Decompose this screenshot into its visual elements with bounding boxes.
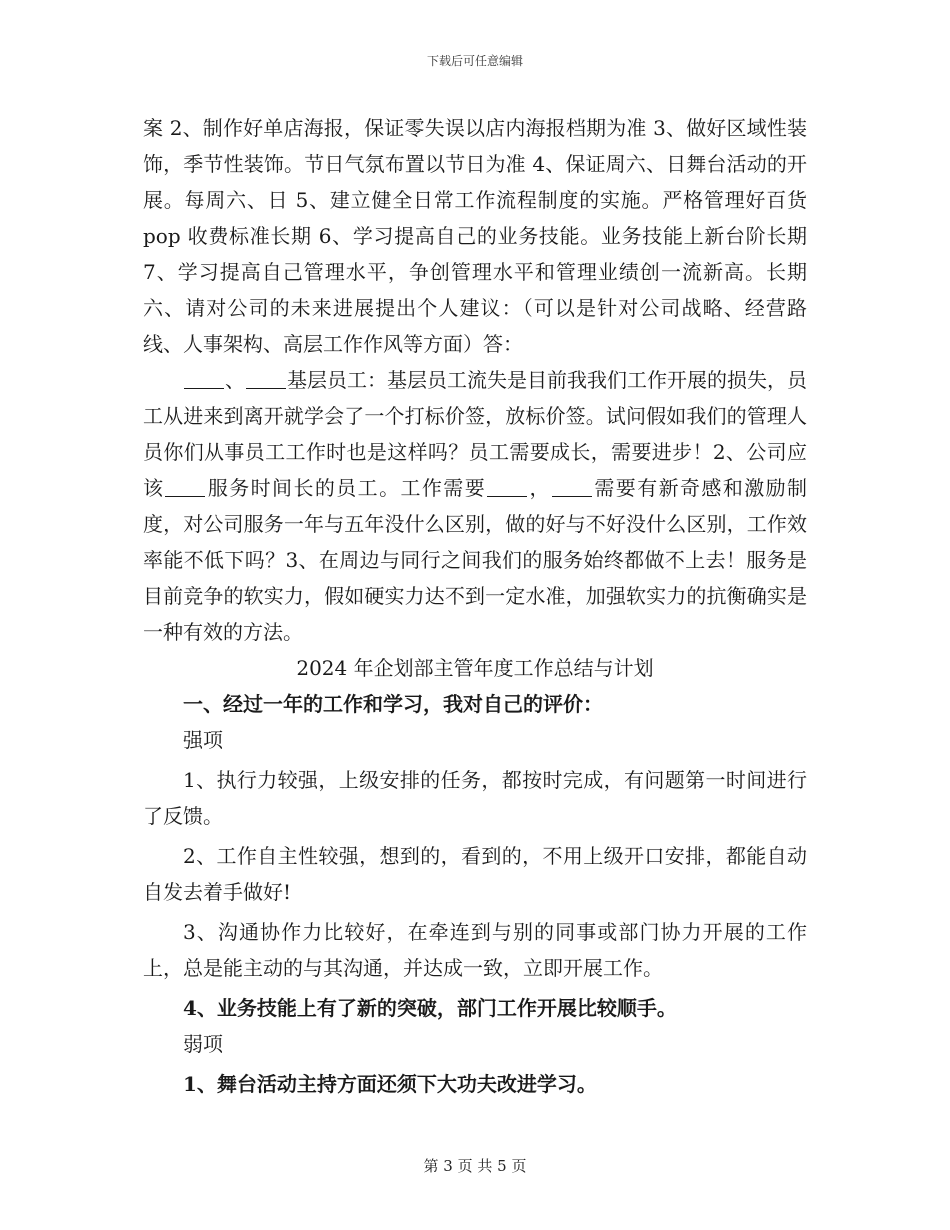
paragraph-plan-items: 案 2、制作好单店海报，保证零失误以店内海报档期为准 3、做好区域性装饰，季节性装饰。节日气氛布置以节日为准 4、保证周六、日舞台活动的开展。每周六、日 5、建立健全日常工作流程制度的实施。严格管理好百货 pop 收费标准长期 6、学习提高自己的业务技能。业务技能上新台阶长期 7、学习提高自己管理水平，争创管理水平和管理业绩创一流新高。长期六、请对公司的未来进展提出个人建议：（可以是针对公司战略、经营路线、人事架构、高层工作作风等方面）答：	[143, 116, 807, 356]
strength-item: 1、执行力较强，上级安排的任务，都按时完成，有问题第一时间进行了反馈。	[143, 768, 807, 828]
text-fragment: 服务时间长的员工。工作需要	[206, 476, 487, 500]
strength-item-bold: 4、业务技能上有了新的突破，部门工作开展比较顺手。	[183, 996, 677, 1020]
paragraph-suggestions	[143, 362, 807, 650]
fill-blank	[184, 368, 224, 389]
fill-blank	[246, 368, 286, 389]
fill-blank	[552, 476, 592, 497]
fill-blank	[487, 476, 527, 497]
strengths-label: 强项	[183, 728, 223, 752]
text-fragment: 、	[225, 368, 245, 392]
text-fragment: 基层员工：基层员工流失是目前我我们工作开展的损失，员工从进来到离开就学会了一个打标价签，放标价签。试问假如我们的管理人员你们从事员工工作时也是这样吗？员工需要成长，需要进步！2、公司应该	[143, 368, 807, 500]
page-footer: 第 3 页 共 5 页	[423, 1157, 527, 1175]
text-fragment: ，	[528, 476, 551, 500]
document-title: 2024 年企划部主管年度工作总结与计划	[296, 656, 654, 680]
strength-item: 2、工作自主性较强，想到的，看到的，不用上级开口安排，都能自动自发去着手做好!	[143, 844, 807, 904]
fill-blank	[165, 476, 205, 497]
strength-item: 3、沟通协作力比较好，在牵连到与别的同事或部门协力开展的工作上，总是能主动的与其沟通，并达成一致，立即开展工作。	[143, 920, 807, 980]
document-body	[143, 110, 807, 1102]
weakness-item: 1、舞台活动主持方面还须下大功夫改进学习。	[183, 1072, 597, 1096]
weaknesses-label: 弱项	[183, 1032, 223, 1056]
page-header: 下载后可任意编辑	[426, 54, 523, 68]
text-fragment: 需要有新奇感和激励制度，对公司服务一年与五年没什么区别，做的好与不好没什么区别，工作效率能不低下吗？3、在周边与同行之间我们的服务始终都做不上去！服务是目前竞争的软实力，假如硬实力达不到一定水准，加强软实力的抗衡确实是一种有效的方法。	[143, 476, 808, 644]
section-heading: 一、经过一年的工作和学习，我对自己的评价：	[183, 692, 603, 716]
